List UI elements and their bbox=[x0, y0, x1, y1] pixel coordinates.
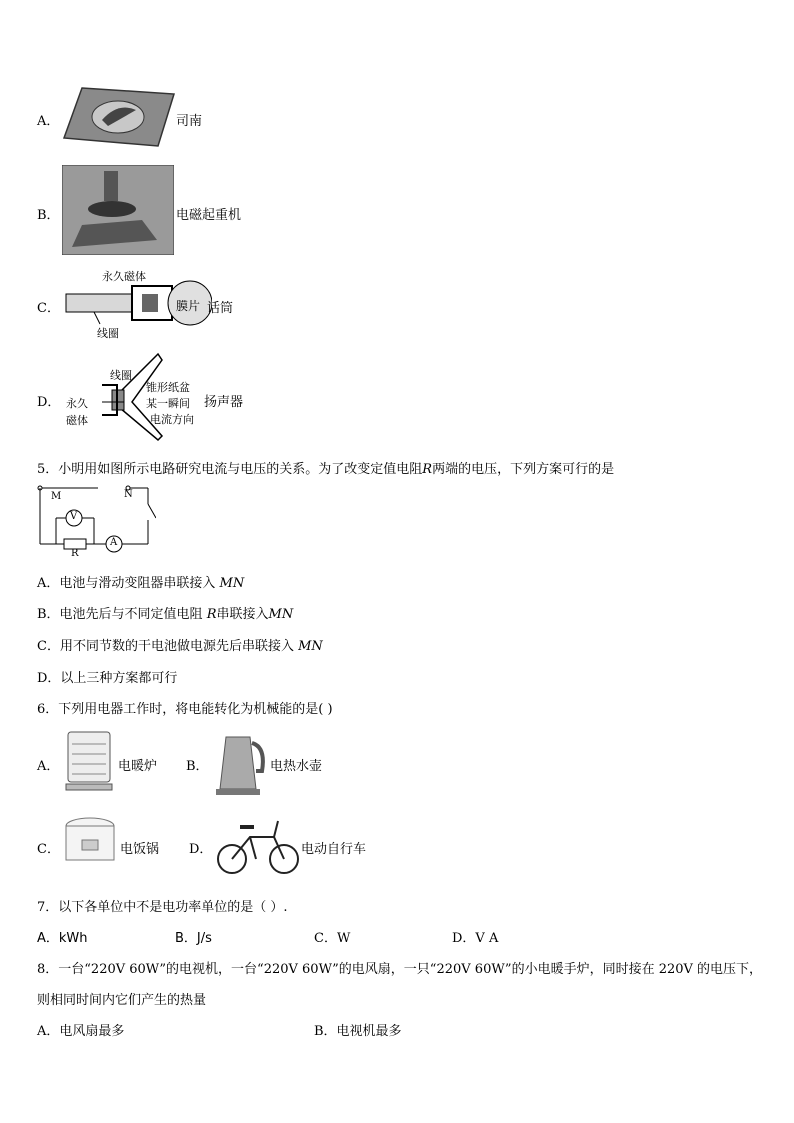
q5-stem: 5．小明用如图所示电路研究电流与电压的关系。为了改变定值电阻R两端的电压，下列方案可行的是 bbox=[37, 462, 615, 477]
q4-option-d-text: 扬声器 bbox=[204, 395, 244, 410]
electric-kettle-image bbox=[212, 727, 268, 799]
q4-option-a-letter: A． bbox=[37, 114, 60, 129]
electromagnetic-crane-image bbox=[62, 165, 174, 255]
microphone-coil-label: 线圈 bbox=[97, 327, 119, 340]
rice-cooker-image bbox=[62, 812, 118, 868]
q5-option-b: B．电池先后与不同定值电阻 R串联接入MN bbox=[37, 607, 294, 622]
q6-option-a-letter: A． bbox=[37, 759, 60, 774]
q7-stem: 7．以下各单位中不是电功率单位的是（ ）. bbox=[37, 900, 288, 915]
electric-bicycle-image bbox=[216, 815, 300, 877]
q4-option-d-letter: D． bbox=[37, 395, 61, 410]
q7-option-d: D．V A bbox=[452, 931, 499, 946]
q6-option-c-text: 电饭锅 bbox=[120, 842, 160, 857]
q8-option-a: A．电风扇最多 bbox=[37, 1024, 125, 1039]
q6-option-c-letter: C． bbox=[37, 842, 60, 857]
q4-option-a-text: 司南 bbox=[176, 114, 203, 129]
microphone-film-label: 膜片 bbox=[176, 299, 201, 313]
q7-option-c: C．W bbox=[314, 931, 351, 946]
speaker-magnet-label-1: 永久 bbox=[66, 397, 88, 410]
speaker-coil-label: 线圈 bbox=[110, 369, 132, 382]
q4-option-b-letter: B． bbox=[37, 208, 60, 223]
voltmeter-label: V bbox=[70, 511, 78, 522]
q4-option-c-letter: C． bbox=[37, 301, 60, 316]
microphone-magnet-label: 永久磁体 bbox=[102, 270, 146, 283]
circuit-label-n: N bbox=[124, 489, 133, 500]
q5-option-a: A．电池与滑动变阻器串联接入 MN bbox=[37, 576, 245, 591]
compass-sinan-image bbox=[62, 80, 176, 150]
q6-option-b-text: 电热水壶 bbox=[270, 759, 323, 774]
speaker-magnet-label-2: 磁体 bbox=[66, 414, 88, 427]
speaker-moment-label: 某一瞬间 bbox=[146, 397, 190, 410]
q8-option-b: B．电视机最多 bbox=[314, 1024, 402, 1039]
q6-option-d-letter: D． bbox=[189, 842, 213, 857]
q6-option-a-text: 电暖炉 bbox=[118, 759, 158, 774]
ammeter-label: A bbox=[110, 537, 118, 548]
speaker-current-label: 电流方向 bbox=[150, 413, 194, 426]
resistor-label: R bbox=[71, 548, 79, 559]
speaker-cone-label: 锥形纸盆 bbox=[146, 381, 190, 394]
electric-heater-image bbox=[62, 728, 116, 794]
q4-option-b-text: 电磁起重机 bbox=[176, 208, 242, 223]
q8-stem-line-2: 则相同时间内它们产生的热量 bbox=[37, 993, 207, 1008]
q7-option-a: A．kWh bbox=[37, 931, 88, 946]
q8-stem-line-1: 8．一台“220V 60W”的电视机，一台“220V 60W”的电风扇，一只“220V 60W”的小电暖手炉，同时接在 220V 的电压下， bbox=[37, 962, 763, 977]
circuit-label-m: M bbox=[51, 491, 62, 502]
q4-option-c-text: 话筒 bbox=[207, 301, 234, 316]
q6-option-b-letter: B． bbox=[186, 759, 209, 774]
q5-option-d: D．以上三种方案都可行 bbox=[37, 671, 178, 686]
q5-option-c: C．用不同节数的干电池做电源先后串联接入 MN bbox=[37, 639, 323, 654]
q6-option-d-text: 电动自行车 bbox=[301, 842, 367, 857]
q7-option-b: B．J/s bbox=[175, 931, 212, 946]
q6-stem: 6．下列用电器工作时，将电能转化为机械能的是( ) bbox=[37, 702, 333, 717]
